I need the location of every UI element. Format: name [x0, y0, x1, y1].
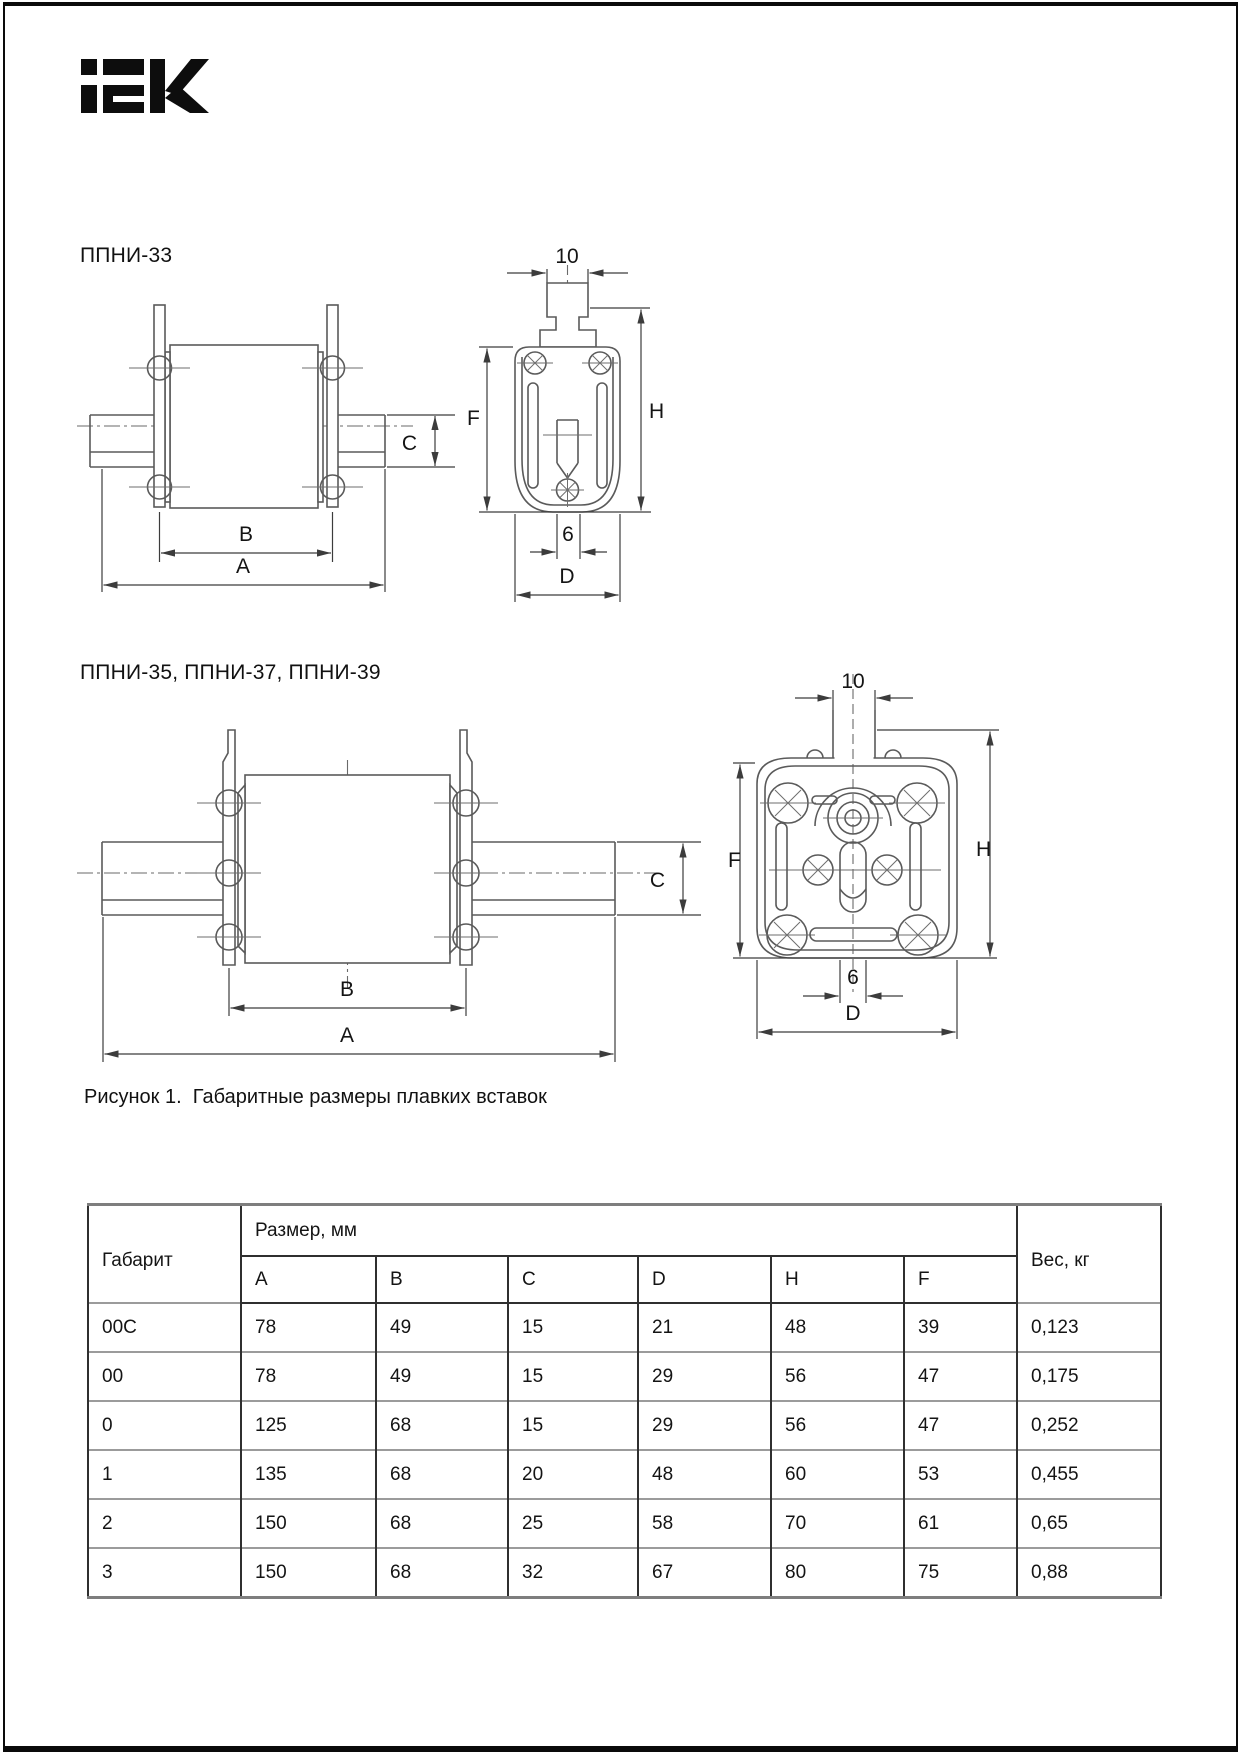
cell-h: 60 — [771, 1450, 904, 1499]
dim-10-extensions — [833, 690, 875, 710]
cell-d: 48 — [638, 1450, 771, 1499]
cell-gabarit: 2 — [88, 1499, 241, 1548]
cell-f: 47 — [904, 1401, 1017, 1450]
col-header-gabarit: Габарит — [88, 1205, 241, 1304]
col-header-d: D — [638, 1256, 771, 1303]
iek-logo-glyphs — [81, 59, 209, 113]
dim-label-d: D — [559, 565, 575, 588]
table-header-row-2 — [88, 1256, 1161, 1303]
dim-label-f: F — [728, 849, 741, 872]
section-title-ppni35-37-39: ППНИ-35, ППНИ-37, ППНИ-39 — [80, 661, 381, 684]
table-row — [88, 1499, 1161, 1548]
iek-logo — [78, 50, 212, 116]
col-header-weight: Вес, кг — [1017, 1205, 1161, 1304]
cell-h: 48 — [771, 1303, 904, 1352]
col-header-f: F — [904, 1256, 1017, 1303]
cell-b: 49 — [376, 1352, 508, 1401]
col-header-b: B — [376, 1256, 508, 1303]
cell-b: 68 — [376, 1499, 508, 1548]
cell-b: 68 — [376, 1450, 508, 1499]
dim-label-f: F — [467, 407, 480, 430]
cell-weight: 0,65 — [1017, 1499, 1161, 1548]
drawing-ppni33-side-view — [75, 270, 465, 600]
cell-weight: 0,175 — [1017, 1352, 1161, 1401]
dim-label-b: B — [238, 523, 254, 546]
dim-label-h: H — [649, 400, 665, 423]
cell-a: 125 — [241, 1401, 376, 1450]
cell-gabarit: 00C — [88, 1303, 241, 1352]
dim-label-c: C — [401, 432, 417, 455]
cell-gabarit: 1 — [88, 1450, 241, 1499]
blade-left — [223, 730, 235, 965]
col-header-a: A — [241, 1256, 376, 1303]
blade-left — [154, 305, 165, 507]
cell-weight: 0,88 — [1017, 1548, 1161, 1598]
cell-c: 15 — [508, 1303, 638, 1352]
dim-label-10: 10 — [555, 245, 579, 268]
dim-label-10: 10 — [841, 670, 865, 693]
col-header-h: H — [771, 1256, 904, 1303]
cell-weight: 0,455 — [1017, 1450, 1161, 1499]
cell-f: 75 — [904, 1548, 1017, 1598]
table-row — [88, 1303, 1161, 1352]
blade-right — [327, 305, 338, 507]
dim-label-a: A — [235, 555, 251, 578]
cell-d: 29 — [638, 1352, 771, 1401]
section-title-ppni33: ППНИ-33 — [80, 244, 173, 267]
cell-d: 58 — [638, 1499, 771, 1548]
cell-a: 150 — [241, 1499, 376, 1548]
cell-weight: 0,252 — [1017, 1401, 1161, 1450]
cell-c: 15 — [508, 1401, 638, 1450]
cell-b: 68 — [376, 1401, 508, 1450]
cell-h: 70 — [771, 1499, 904, 1548]
cell-gabarit: 00 — [88, 1352, 241, 1401]
dim-label-6: 6 — [847, 966, 859, 989]
dim-label-d: D — [845, 1002, 861, 1025]
grip-tab-sides — [833, 710, 875, 758]
col-header-c: C — [508, 1256, 638, 1303]
cell-d: 29 — [638, 1401, 771, 1450]
cell-gabarit: 0 — [88, 1401, 241, 1450]
cell-h: 56 — [771, 1352, 904, 1401]
cell-c: 25 — [508, 1499, 638, 1548]
cell-weight: 0,123 — [1017, 1303, 1161, 1352]
cell-f: 39 — [904, 1303, 1017, 1352]
drawing-ppni35-side-view — [75, 650, 720, 1070]
cell-a: 135 — [241, 1450, 376, 1499]
cell-gabarit: 3 — [88, 1548, 241, 1598]
dim-label-h: H — [976, 838, 992, 861]
dim-label-a: A — [339, 1024, 355, 1047]
dimensions-table — [87, 1203, 1162, 1599]
cell-c: 15 — [508, 1352, 638, 1401]
grip-lug — [540, 283, 596, 347]
cell-d: 21 — [638, 1303, 771, 1352]
tab-gap-mask — [835, 751, 874, 760]
fuse-body — [245, 775, 450, 963]
blade-right — [460, 730, 472, 965]
cell-h: 80 — [771, 1548, 904, 1598]
drawing-ppni33-front-view — [445, 225, 667, 620]
drawing-ppni35-front-view — [697, 640, 1019, 1060]
cell-d: 67 — [638, 1548, 771, 1598]
cell-c: 32 — [508, 1548, 638, 1598]
cell-b: 49 — [376, 1303, 508, 1352]
col-header-size: Размер, мм — [241, 1205, 1017, 1257]
table-header-row-1 — [88, 1205, 1161, 1257]
table-row — [88, 1548, 1161, 1598]
dim-label-6: 6 — [562, 523, 574, 546]
dim-label-b: B — [339, 978, 355, 1001]
table-row — [88, 1401, 1161, 1450]
cell-h: 56 — [771, 1401, 904, 1450]
cell-f: 53 — [904, 1450, 1017, 1499]
cell-b: 68 — [376, 1548, 508, 1598]
dim-label-c: C — [649, 869, 665, 892]
table-row — [88, 1352, 1161, 1401]
fuse-body — [170, 345, 318, 508]
cell-a: 150 — [241, 1548, 376, 1598]
figure-caption: Рисунок 1. Габаритные размеры плавких вставок — [84, 1086, 547, 1108]
cell-a: 78 — [241, 1303, 376, 1352]
table-row — [88, 1450, 1161, 1499]
cell-c: 20 — [508, 1450, 638, 1499]
cell-f: 47 — [904, 1352, 1017, 1401]
cell-f: 61 — [904, 1499, 1017, 1548]
cell-a: 78 — [241, 1352, 376, 1401]
